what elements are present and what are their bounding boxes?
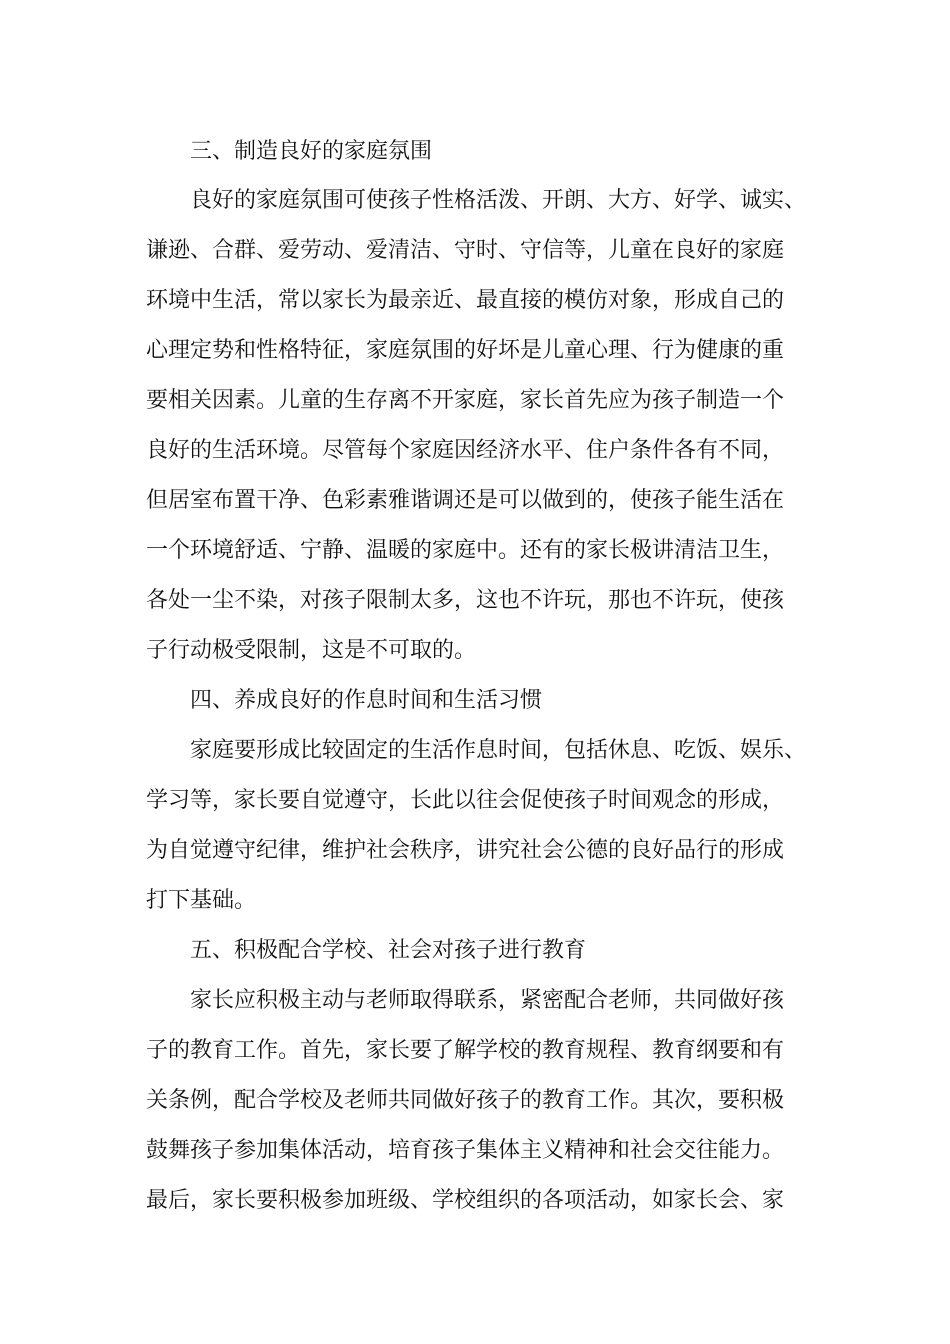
paragraph-line: 良好的生活环境。尽管每个家庭因经济水平、住户条件各有不同， [146,438,785,463]
paragraph-line: 家长应积极主动与老师取得联系，紧密配合老师，共同做好孩 [190,988,785,1013]
paragraph-line: 良好的家庭氛围可使孩子性格活泼、开朗、大方、好学、诚实、 [190,188,807,213]
paragraph-line: 要相关因素。儿童的生存离不开家庭，家长首先应为孩子制造一个 [146,388,785,413]
section-heading-3: 三、制造良好的家庭氛围 [190,139,433,164]
paragraph-line: 心理定势和性格特征，家庭氛围的好坏是儿童心理、行为健康的重 [146,338,785,363]
paragraph-line: 最后，家长要积极参加班级、学校组织的各项活动，如家长会、家 [146,1188,785,1213]
section-heading-5: 五、积极配合学校、社会对孩子进行教育 [190,938,587,963]
paragraph-line: 一个环境舒适、宁静、温暖的家庭中。还有的家长极讲清洁卫生， [146,538,785,563]
paragraph-line: 子行动极受限制，这是不可取的。 [146,638,477,663]
paragraph-line: 打下基础。 [146,888,257,913]
paragraph-line: 鼓舞孩子参加集体活动，培育孩子集体主义精神和社会交往能力。 [146,1138,785,1163]
paragraph-line: 谦逊、合群、爱劳动、爱清洁、守时、守信等，儿童在良好的家庭 [146,238,785,263]
paragraph-line: 子的教育工作。首先，家长要了解学校的教育规程、教育纲要和有 [146,1038,785,1063]
paragraph-line: 学习等，家长要自觉遵守，长此以往会促使孩子时间观念的形成， [146,788,785,813]
paragraph-line: 为自觉遵守纪律，维护社会秩序，讲究社会公德的良好品行的形成 [146,838,785,863]
paragraph-line: 各处一尘不染，对孩子限制太多，这也不许玩，那也不许玩，使孩 [146,588,785,613]
paragraph-line: 关条例，配合学校及老师共同做好孩子的教育工作。其次，要积极 [146,1088,785,1113]
paragraph-line: 家庭要形成比较固定的生活作息时间，包括休息、吃饭、娱乐、 [190,738,807,763]
paragraph-line: 但居室布置干净、色彩素雅谐调还是可以做到的，使孩子能生活在 [146,488,785,513]
section-heading-4: 四、养成良好的作息时间和生活习惯 [190,688,543,713]
paragraph-line: 环境中生活，常以家长为最亲近、最直接的模仿对象，形成自己的 [146,288,785,313]
